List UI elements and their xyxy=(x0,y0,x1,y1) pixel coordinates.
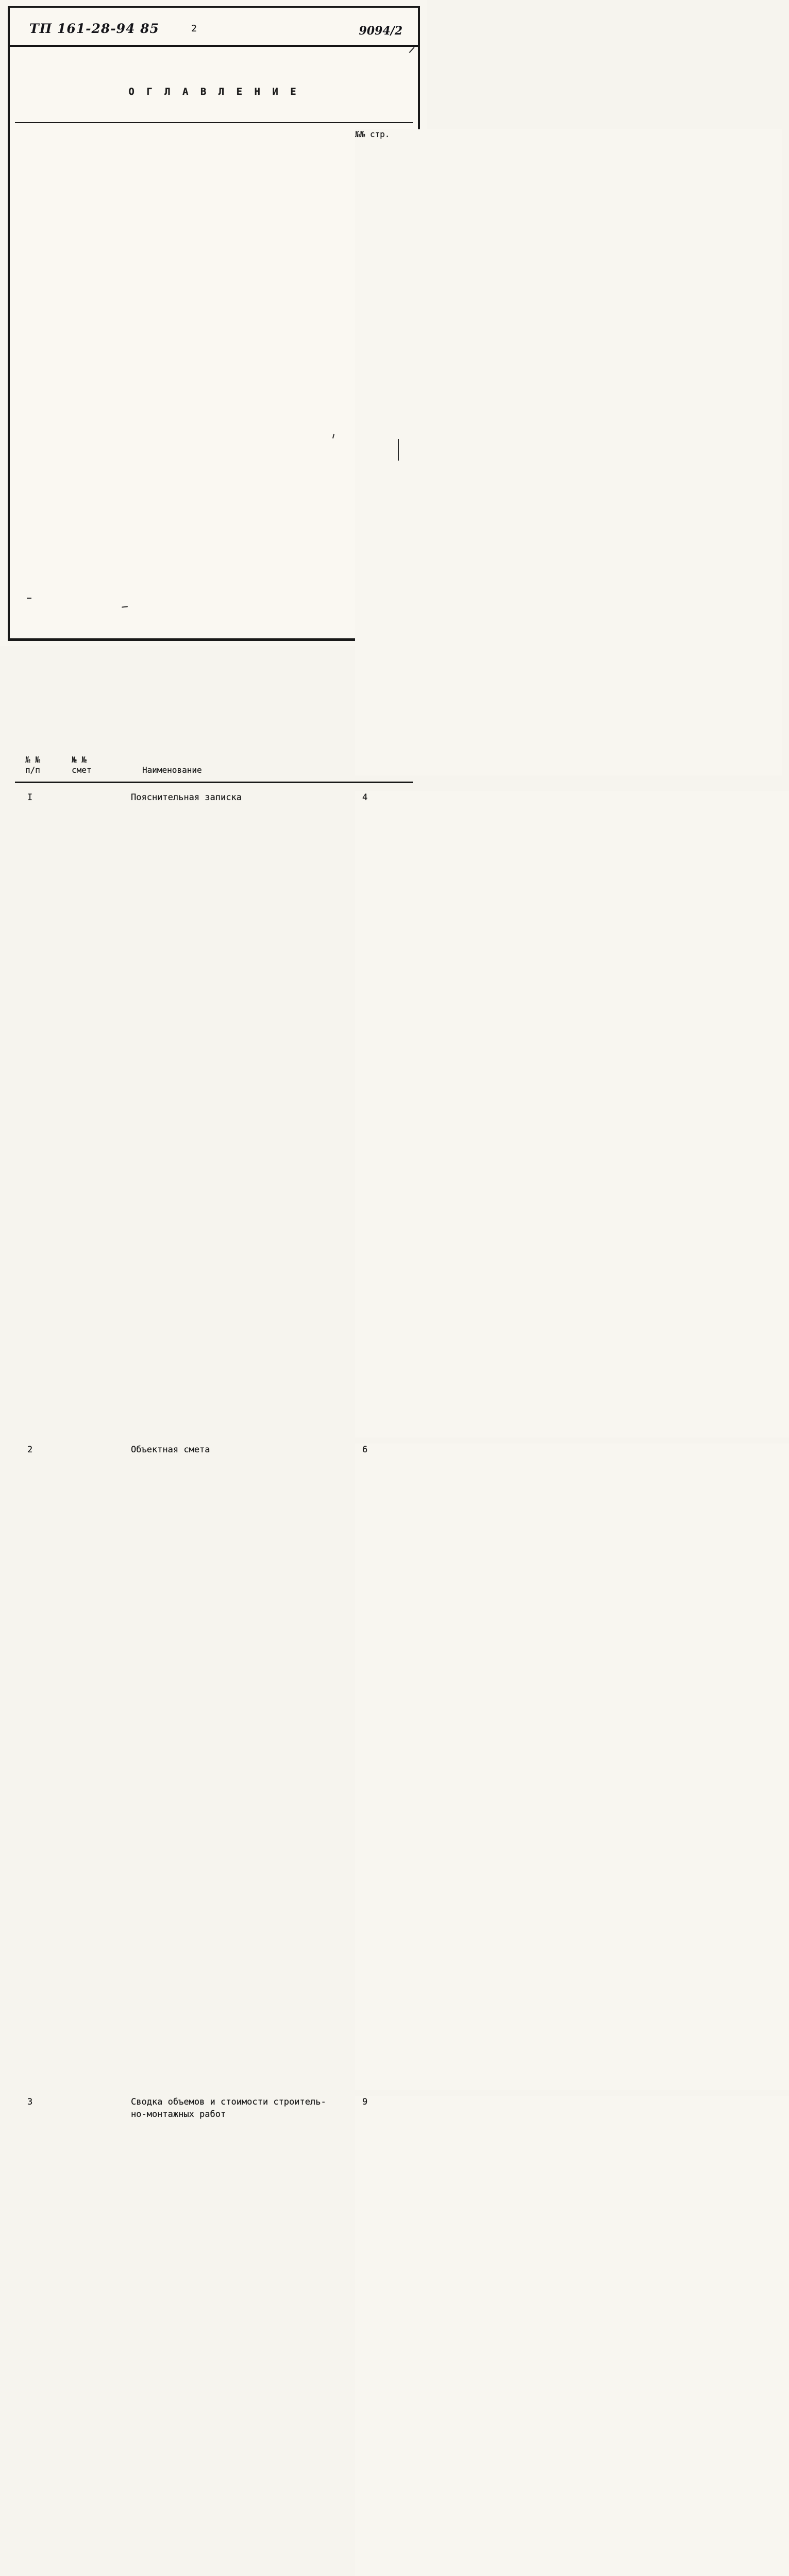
sheet-number: 9094/2 xyxy=(359,24,402,38)
toc-row-title: Объектная смета xyxy=(131,1445,210,1455)
column-header-page: №№ стр. xyxy=(355,129,782,775)
scan-artifact xyxy=(398,439,399,461)
document-page xyxy=(0,0,427,2120)
column-header-name: Наименование xyxy=(142,765,202,775)
toc-rows xyxy=(10,791,418,2576)
page-frame xyxy=(8,6,420,2120)
column-header-pp: № № п/п xyxy=(25,755,40,775)
scan-artifact xyxy=(27,598,31,599)
table-row xyxy=(25,2096,411,2576)
page-title: О Г Л А В Л Е Н И Е xyxy=(128,86,299,97)
toc-row-estimate xyxy=(72,791,131,1437)
table-header-rule xyxy=(15,782,413,783)
toc-row-page-number: 4 xyxy=(355,791,789,1437)
table-row xyxy=(25,1444,411,2090)
page-number: 2 xyxy=(191,23,197,34)
document-header xyxy=(10,8,418,47)
table-header-row xyxy=(25,123,411,782)
toc-row-estimate xyxy=(72,2096,131,2576)
toc-row-page-number: 6 xyxy=(355,1444,789,2090)
toc-row-page-number: 9 xyxy=(355,2096,789,2576)
toc-row-estimate xyxy=(72,1444,131,2090)
toc-row-number: 3 xyxy=(27,2097,33,2107)
toc-row-number: I xyxy=(27,792,33,803)
table-row xyxy=(25,791,411,1437)
document-number: ТП 161-28-94 85 xyxy=(29,21,159,36)
toc-row-title: Пояснительная записка xyxy=(131,792,242,803)
toc-row-number: 2 xyxy=(27,1445,33,1455)
toc-row-title: Сводка объемов и стоимости строитель- но-монтажных работ xyxy=(131,2097,326,2120)
column-header-smet: № № смет xyxy=(72,755,92,775)
